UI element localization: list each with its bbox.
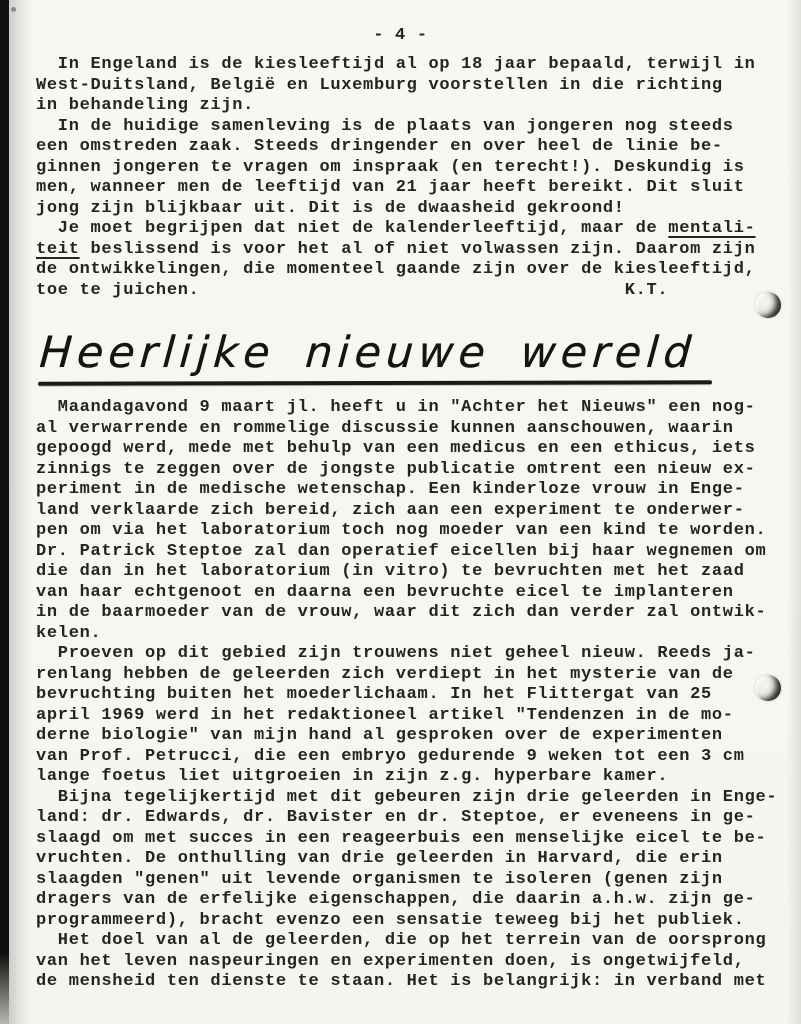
text-line: teit beslissend is voor het al of niet volwassen zijn. Daarom zijn: [36, 239, 756, 259]
text-line: van Prof. Petrucci, die een embryo gedurende 9 weken tot een 3 cm: [36, 746, 745, 766]
text-line: In Engeland is de kiesleeftijd al op 18 jaar bepaald, terwijl in: [36, 55, 756, 74]
text-line: land: dr. Edwards, dr. Bavister en dr. Steptoe, er eveneens in ge-: [36, 808, 756, 827]
text-line: in de baarmoeder van de vrouw, waar dit zich dan verder zal ontwik-: [36, 603, 767, 622]
text-line: derne biologie" van mijn hand al gesproken over de experimenten: [36, 726, 723, 745]
text-line: al verwarrende en rommelige discussie kunnen aanschouwen, waarin: [36, 418, 734, 438]
text-line: zinnigs te zeggen over de jongste publicatie omtrent een nieuw ex-: [36, 459, 756, 479]
text-line: vruchten. De onthulling van drie geleerden in Harvard, die erin: [36, 849, 723, 868]
scan-left-shadow: [9, 0, 31, 1024]
section-article: [36, 398, 777, 993]
text-line: Maandagavond 9 maart jl. heeft u in "Achter het Nieuws" een nog-: [36, 398, 756, 417]
text-line: Je moet begrijpen dat niet de kalenderleeftijd, maar de mentali-: [36, 219, 756, 238]
text-line: een omstreden zaak. Steeds dringender en over heel de linie be-: [36, 137, 723, 156]
scan-right-shade: [787, 0, 801, 1024]
paragraph: [36, 931, 777, 993]
text-line: renlang hebben de geleerden zich verdiept in het mysterie van de: [36, 664, 734, 684]
text-line: pen om via het laboratorium toch nog moeder van een kind te worden.: [36, 521, 767, 540]
punch-hole: [755, 675, 781, 701]
text-line: In de huidige samenleving is de plaats van jongeren nog steeds: [36, 116, 734, 136]
text-line: ginnen jongeren te vragen om inspraak (en terecht!). Deskundig is: [36, 157, 745, 177]
text-line: slaagd om met succes in een reageerbuis een menselijke eicel te be-: [36, 828, 767, 848]
article-heading-wrap: [38, 328, 728, 385]
section-top: [36, 55, 756, 301]
text-line: van het leven naspeuringen en experimenten doen, is ongetwijfeld,: [36, 951, 745, 971]
text-line: periment in de medische wetenschap. Een kinderloze vrouw in Enge-: [36, 480, 745, 499]
text-line: kelen.: [36, 623, 102, 643]
text-line: bevruchting buiten het moederlichaam. In het Flittergat van 25: [36, 685, 712, 704]
scan-left-edge: [0, 0, 9, 1024]
paragraph: [36, 55, 756, 117]
text-line: Proeven op dit gebied zijn trouwens niet geheel nieuw. Reeds ja-: [36, 644, 756, 663]
paragraph: [36, 398, 777, 644]
text-line: West-Duitsland, België en Luxemburg voorstellen in die richting: [36, 75, 723, 95]
page-number: - 4 -: [373, 26, 428, 45]
text-line: die dan in het laboratorium (in vitro) te bevruchten met het zaad: [36, 562, 745, 581]
text-line: april 1969 werd in het redaktioneel artikel "Tendenzen in de mo-: [36, 705, 734, 725]
heading-underline: [38, 380, 712, 385]
text-line: men, wanneer men de leeftijd van 21 jaar heeft bereikt. Dit sluit: [36, 178, 745, 197]
underlined-text: teit: [36, 239, 80, 259]
scan-speck: [11, 7, 16, 12]
text-line: land verklaarde zich bereid, zich aan een experiment te onderwer-: [36, 500, 745, 520]
text-line: Dr. Patrick Steptoe zal dan operatief eicellen bij haar wegnemen om: [36, 541, 767, 561]
paragraph: [36, 788, 777, 932]
text-line: lange foetus liet uitgroeien in zijn z.g. hyperbare kamer.: [36, 767, 669, 786]
article-heading: Heerlijke nieuwe wereld: [38, 328, 698, 378]
text-line: Bijna tegelijkertijd met dit gebeuren zijn drie geleerden in Enge-: [36, 787, 778, 807]
text-line: Het doel van al de geleerden, die op het terrein van de oorsprong: [36, 931, 767, 950]
text-line: slaagden "genen" uit levende organismen te isoleren (genen zijn: [36, 869, 723, 889]
text-line: jong zijn blijkbaar uit. Dit is de dwaasheid gekroond!: [36, 198, 625, 218]
text-line: gepoogd werd, mede met behulp van een medicus en een ethicus, iets: [36, 439, 756, 458]
text-line: toe te juichen. K.T.: [36, 280, 669, 300]
text-line: van haar echtgenoot en daarna een bevruchte eicel te implanteren: [36, 582, 734, 602]
text-line: programmeerd), bracht evenzo een sensatie teweeg bij het publiek.: [36, 910, 745, 930]
text-line: in behandeling zijn.: [36, 96, 255, 115]
underlined-text: mentali-: [668, 219, 756, 238]
text-line: dragers van de erfelijke eigenschappen, die daarin a.h.w. zijn ge-: [36, 890, 756, 909]
paragraph: [36, 644, 777, 788]
paragraph: [36, 117, 756, 220]
text-line: de mensheid ten dienste te staan. Het is belangrijk: in verband met: [36, 972, 767, 991]
punch-hole: [755, 292, 781, 318]
paragraph: [36, 219, 756, 301]
text-line: de ontwikkelingen, die momenteel gaande zijn over de kiesleeftijd,: [36, 260, 756, 279]
